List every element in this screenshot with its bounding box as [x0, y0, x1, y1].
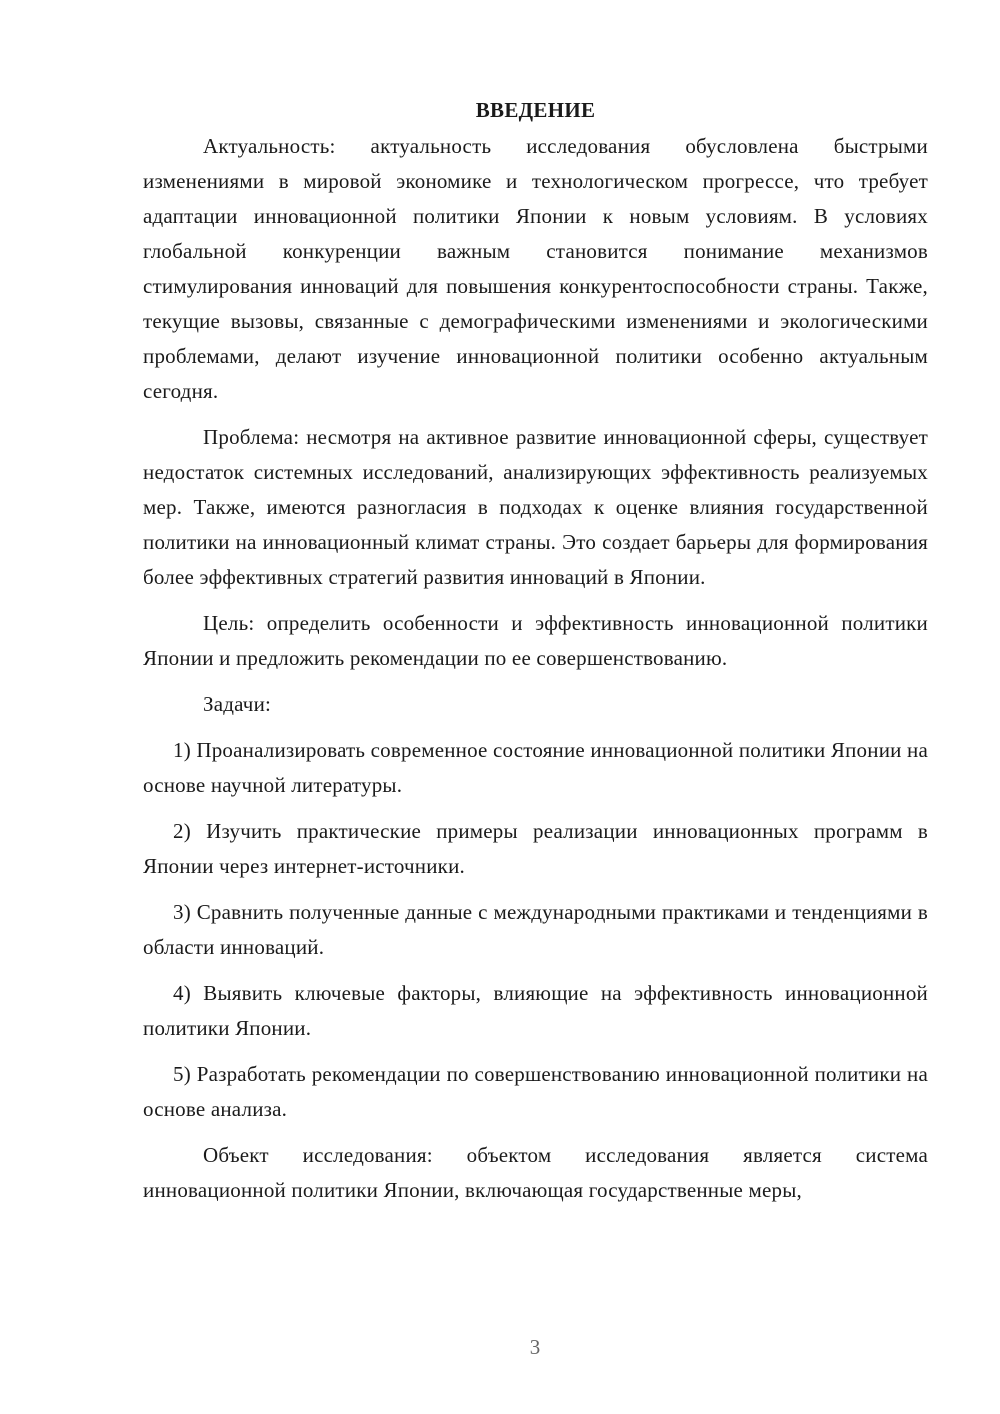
task-item-1: 1) Проанализировать современное состояние инновационной политики Японии на основе научной литературы.: [143, 738, 928, 797]
object-paragraph: Объект исследования: объектом исследования является система инновационной политики Японии, включающая государственные меры,: [143, 1143, 928, 1202]
page-number: 3: [529, 1335, 541, 1359]
task-item-3: 3) Сравнить полученные данные с международными практиками и тенденциями в области инноваций.: [143, 900, 928, 959]
task-item-4: 4) Выявить ключевые факторы, влияющие на эффективность инновационной политики Японии.: [143, 981, 928, 1040]
relevance-paragraph: Актуальность: актуальность исследования обусловлена быстрыми изменениями в мировой экономике и технологическом прогрессе, что требует адаптации инновационной политики Японии к новым условиям. В условиях глобальной конкуренции важным становится понимание механизмов стимулирования инноваций для повышения конкурентоспособности страны. Также, текущие вызовы, связанные с демографическими изменениями и экологическими проблемами, делают изучение инновационной политики особенно актуальным сегодня.: [143, 134, 928, 403]
task-item-5: 5) Разработать рекомендации по совершенствованию инновационной политики на основе анализа.: [143, 1062, 928, 1121]
problem-paragraph: Проблема: несмотря на активное развитие инновационной сферы, существует недостаток системных исследований, анализирующих эффективность реализуемых мер. Также, имеются разногласия в подходах к оценке влияния государственной политики на инновационный климат страны. Это создает барьеры для формирования более эффективных стратегий развития инноваций в Японии.: [143, 425, 928, 589]
task-item-2: 2) Изучить практические примеры реализации инновационных программ в Японии через интернет-источники.: [143, 819, 928, 878]
goal-paragraph: Цель: определить особенности и эффективность инновационной политики Японии и предложить рекомендации по ее совершенствованию.: [143, 611, 928, 670]
page-content: [143, 93, 928, 1219]
tasks-label: Задачи:: [203, 692, 272, 716]
section-heading: ВВЕДЕНИЕ: [475, 98, 596, 122]
